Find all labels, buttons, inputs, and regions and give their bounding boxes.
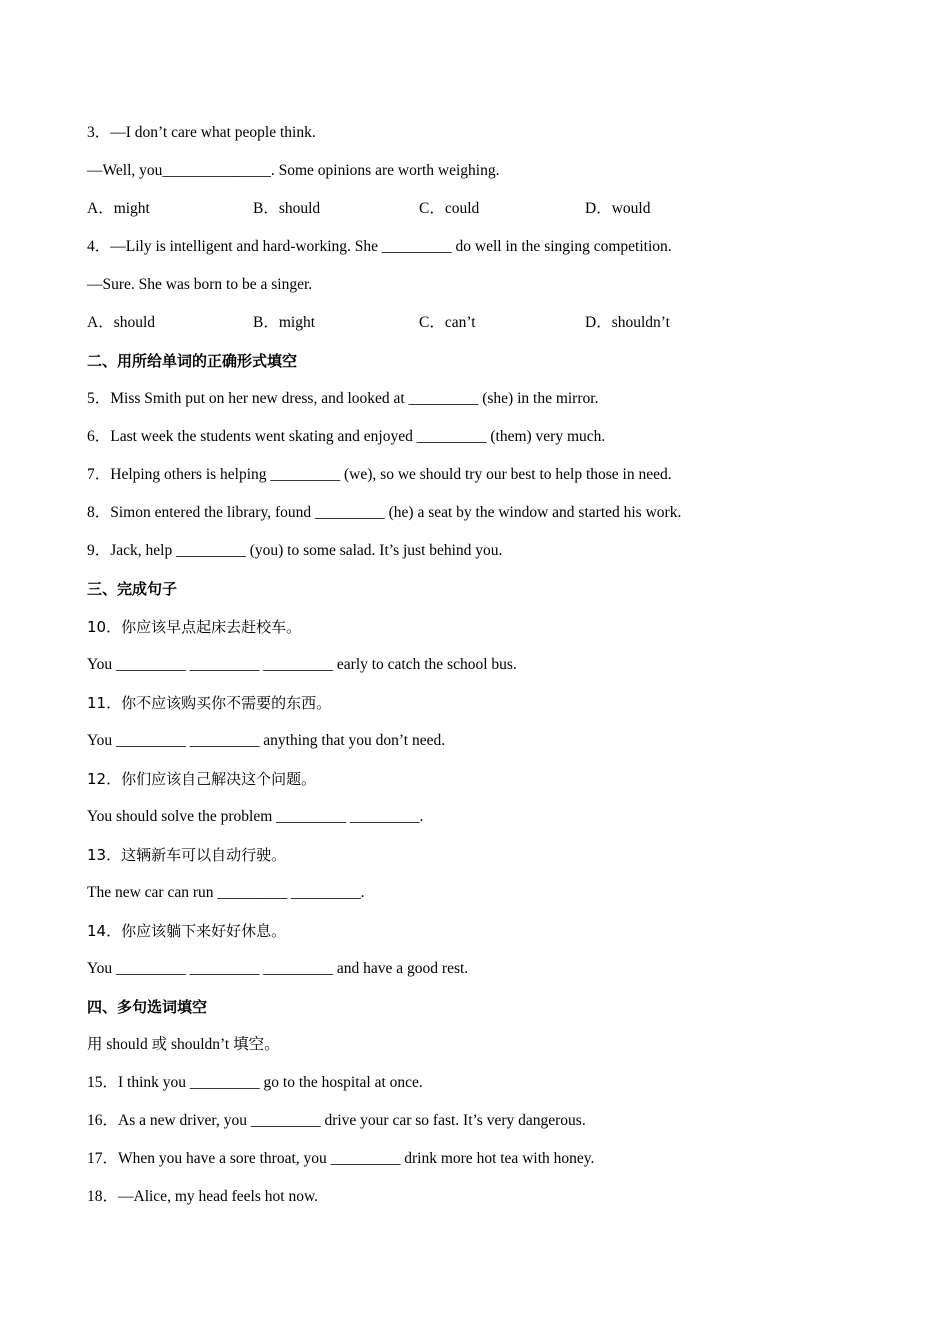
question-12-english: You should solve the problem _________ _________. (87, 808, 424, 825)
question-4-response: —Sure. She was born to be a singer. (87, 276, 313, 293)
section-4-instruction: 用 should 或 shouldn’t 填空。 (87, 1036, 280, 1053)
question-8: 8．Simon entered the library, found _________ (he) a seat by the window and started his work. (87, 504, 682, 521)
section-3-heading: 三、完成句子 (87, 580, 178, 598)
question-4-option-b: B．might (253, 314, 316, 331)
question-3-prompt: 3．—I don’t care what people think. (87, 124, 316, 141)
question-3-option-b: B．should (253, 200, 321, 217)
question-4-option-d: D．shouldn’t (585, 314, 670, 331)
question-6: 6．Last week the students went skating and enjoyed _________ (them) very much. (87, 428, 606, 445)
question-3-option-d: D．would (585, 200, 651, 217)
question-4-option-c: C．can’t (419, 314, 476, 331)
section-4-heading: 四、多句选词填空 (87, 998, 208, 1016)
question-3-response: —Well, you______________. Some opinions are worth weighing. (87, 162, 500, 179)
worksheet-page (87, 120, 887, 1222)
question-4-option-a: A．should (87, 314, 156, 331)
question-10-english: You _________ _________ _________ early to catch the school bus. (87, 656, 517, 673)
question-12-chinese: 12．你们应该自己解决这个问题。 (87, 770, 317, 788)
question-13-english: The new car can run _________ _________. (87, 884, 365, 901)
question-3-option-a: A．might (87, 200, 150, 217)
question-13-chinese: 13．这辆新车可以自动行驶。 (87, 846, 287, 864)
section-2-heading: 二、用所给单词的正确形式填空 (87, 352, 298, 370)
question-4-options (87, 310, 887, 348)
question-5: 5．Miss Smith put on her new dress, and looked at _________ (she) in the mirror. (87, 390, 599, 407)
question-4-prompt: 4．—Lily is intelligent and hard-working. She _________ do well in the singing competition. (87, 238, 672, 255)
question-17: 17．When you have a sore throat, you _________ drink more hot tea with honey. (87, 1150, 595, 1167)
question-15: 15．I think you _________ go to the hospital at once. (87, 1074, 423, 1091)
question-3-options (87, 196, 887, 234)
question-11-chinese: 11．你不应该购买你不需要的东西。 (87, 694, 332, 712)
question-14-chinese: 14．你应该躺下来好好休息。 (87, 922, 287, 940)
question-14-english: You _________ _________ _________ and have a good rest. (87, 960, 469, 977)
question-3-option-c: C．could (419, 200, 480, 217)
question-10-chinese: 10．你应该早点起床去赶校车。 (87, 618, 302, 636)
question-7: 7．Helping others is helping _________ (we), so we should try our best to help those in need. (87, 466, 672, 483)
question-9: 9．Jack, help _________ (you) to some salad. It’s just behind you. (87, 542, 503, 559)
question-11-english: You _________ _________ anything that you don’t need. (87, 732, 446, 749)
question-18: 18．—Alice, my head feels hot now. (87, 1188, 319, 1205)
question-16: 16．As a new driver, you _________ drive your car so fast. It’s very dangerous. (87, 1112, 586, 1129)
